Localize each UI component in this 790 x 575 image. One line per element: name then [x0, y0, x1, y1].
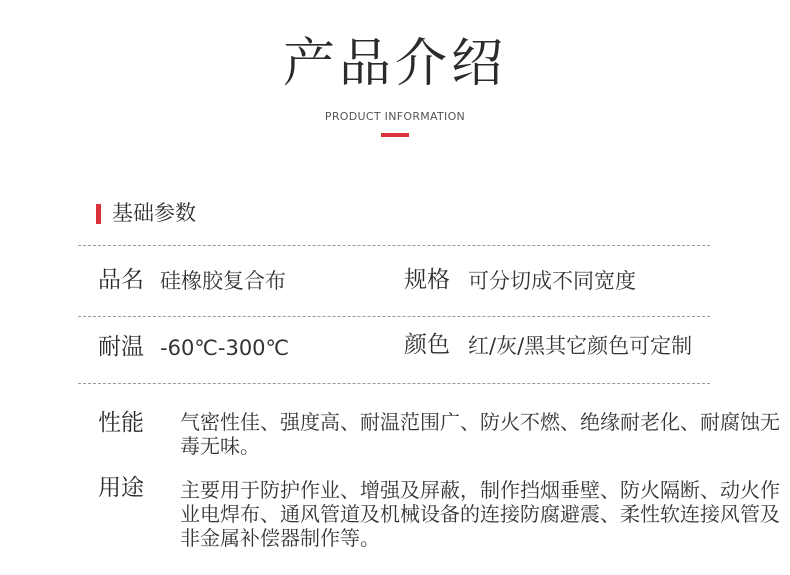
spec-color-value: 红/灰/黑其它颜色可定制 — [468, 334, 693, 358]
section-marker — [96, 204, 101, 224]
spec-size-value: 可分切成不同宽度 — [468, 269, 636, 293]
features-label: 性能 — [98, 410, 144, 436]
title-accent-bar — [381, 133, 409, 137]
page-title: 产品介绍 — [282, 34, 507, 94]
usage-text: 主要用于防护作业、增强及屏蔽，制作挡烟垂壁、防火隔断、动火作业电焊布、通风管道及机械设备的连接防腐避震、柔性软连接风管及非金属补偿器制作等。 — [180, 478, 780, 550]
features-text: 气密性佳、强度高、耐温范围广、防火不燃、绝缘耐老化、耐腐蚀无毒无味。 — [180, 410, 780, 458]
page-subtitle: PRODUCT INFORMATION — [324, 110, 466, 123]
spec-size-label: 规格 — [404, 267, 450, 293]
section-title: 基础参数 — [112, 201, 196, 225]
spec-name-value: 硅橡胶复合布 — [160, 269, 286, 293]
spec-name-label: 品名 — [98, 267, 144, 293]
spec-color-label: 颜色 — [404, 332, 450, 358]
divider — [78, 383, 710, 384]
spec-temp-label: 耐温 — [98, 334, 144, 360]
spec-temp-value: -60℃-300℃ — [160, 336, 290, 360]
divider — [78, 245, 710, 246]
divider — [78, 316, 710, 317]
usage-label: 用途 — [98, 475, 144, 501]
